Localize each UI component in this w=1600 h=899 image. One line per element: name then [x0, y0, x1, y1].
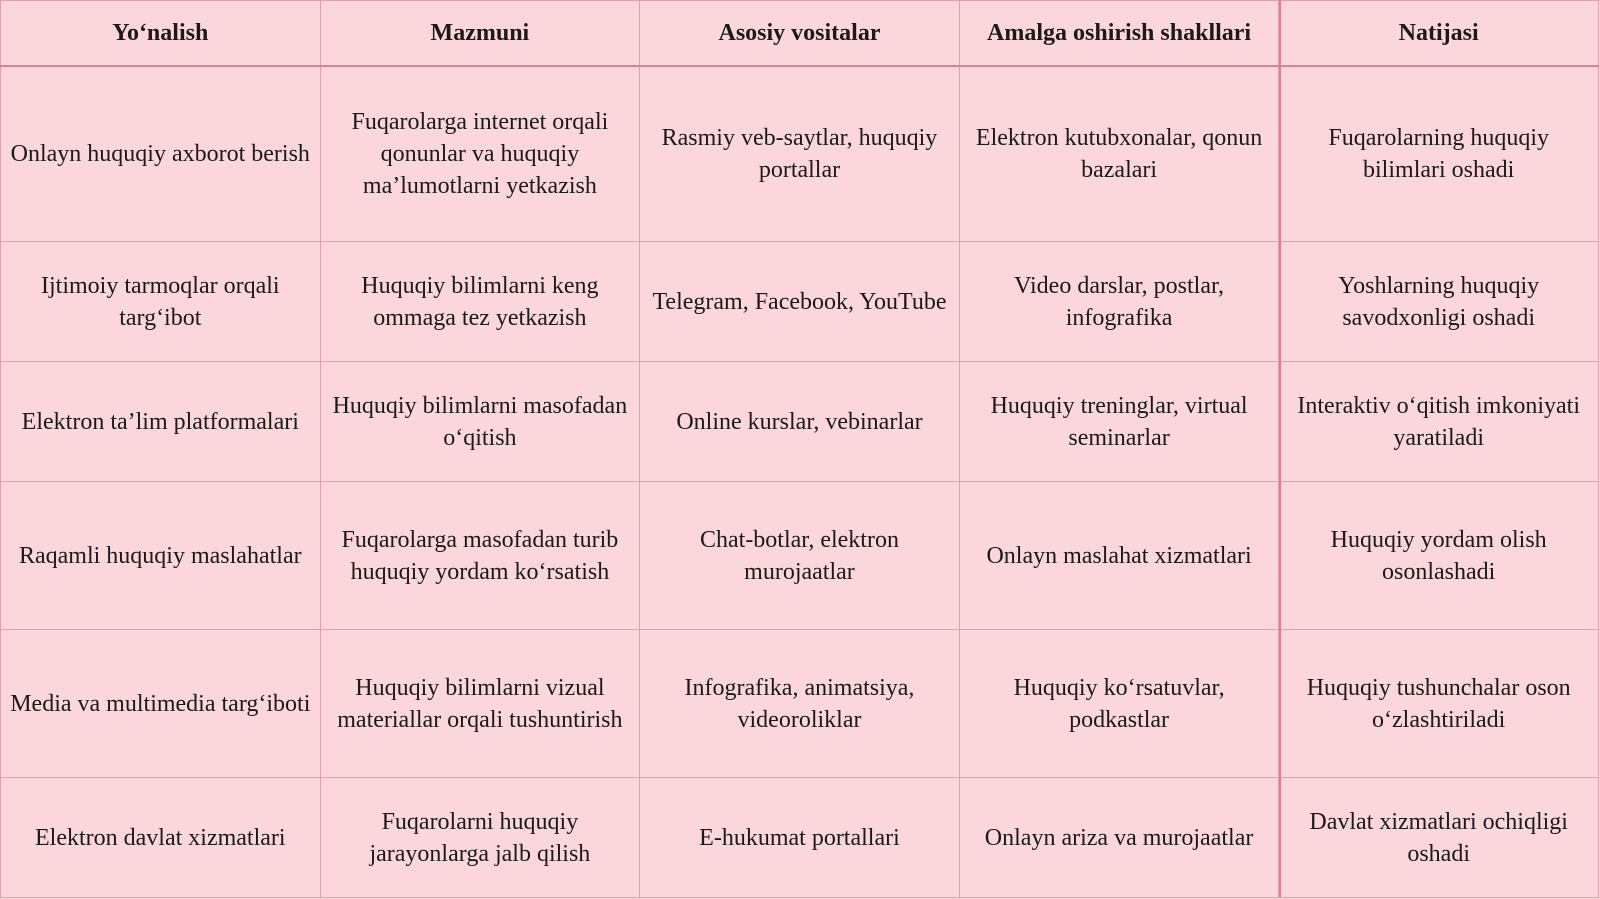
table-cell: Davlat xizmatlari ochiqligi oshadi	[1279, 778, 1599, 898]
column-header-amalga-oshirish-shakllari: Amalga oshirish shakllari	[959, 1, 1279, 67]
table-cell: Huquqiy bilimlarni masofadan o‘qitish	[320, 362, 640, 482]
table-cell: Onlayn huquqiy axborot berish	[1, 66, 321, 242]
table-cell: Huquqiy treninglar, virtual seminarlar	[959, 362, 1279, 482]
table-cell: Huquqiy bilimlarni vizual materiallar orqali tushuntirish	[320, 630, 640, 778]
table-cell: Huquqiy tushunchalar oson o‘zlashtiriladi	[1279, 630, 1599, 778]
table-cell: Fuqarolarni huquqiy jarayonlarga jalb qilish	[320, 778, 640, 898]
table-cell: Fuqarolarning huquqiy bilimlari oshadi	[1279, 66, 1599, 242]
column-divider	[1279, 0, 1281, 897]
table-cell: Infografika, animatsiya, videoroliklar	[640, 630, 960, 778]
table-cell: Raqamli huquqiy maslahatlar	[1, 482, 321, 630]
table-cell: Huquqiy bilimlarni keng ommaga tez yetkazish	[320, 242, 640, 362]
column-header-asosiy-vositalar: Asosiy vositalar	[640, 1, 960, 67]
table-cell: Chat-botlar, elektron murojaatlar	[640, 482, 960, 630]
table-cell: Elektron ta’lim platformalari	[1, 362, 321, 482]
header-row	[1, 1, 1599, 67]
table-cell: Media va multimedia targ‘iboti	[1, 630, 321, 778]
table-cell: Online kurslar, vebinarlar	[640, 362, 960, 482]
table-cell: Yoshlarning huquqiy savodxonligi oshadi	[1279, 242, 1599, 362]
table-cell: Telegram, Facebook, YouTube	[640, 242, 960, 362]
table-row	[1, 362, 1599, 482]
table-cell: Onlayn ariza va murojaatlar	[959, 778, 1279, 898]
column-header-natijasi: Natijasi	[1279, 1, 1599, 67]
table-row	[1, 242, 1599, 362]
table-cell: Huquqiy yordam olish osonlashadi	[1279, 482, 1599, 630]
table-cell: Video darslar, postlar, infografika	[959, 242, 1279, 362]
column-header-yonalish: Yo‘nalish	[1, 1, 321, 67]
table-cell: Onlayn maslahat xizmatlari	[959, 482, 1279, 630]
table-cell: E-hukumat portallari	[640, 778, 960, 898]
table-cell: Huquqiy ko‘rsatuvlar, podkastlar	[959, 630, 1279, 778]
table-row	[1, 630, 1599, 778]
table-row	[1, 778, 1599, 898]
table-row	[1, 482, 1599, 630]
table-cell: Ijtimoiy tarmoqlar orqali targ‘ibot	[1, 242, 321, 362]
table-cell: Elektron kutubxonalar, qonun bazalari	[959, 66, 1279, 242]
table-row	[1, 66, 1599, 242]
table-cell: Elektron davlat xizmatlari	[1, 778, 321, 898]
column-header-mazmuni: Mazmuni	[320, 1, 640, 67]
table-cell: Fuqarolarga internet orqali qonunlar va huquqiy ma’lumotlarni yetkazish	[320, 66, 640, 242]
table-cell: Fuqarolarga masofadan turib huquqiy yordam ko‘rsatish	[320, 482, 640, 630]
table-cell: Interaktiv o‘qitish imkoniyati yaratiladi	[1279, 362, 1599, 482]
table-cell: Rasmiy veb-saytlar, huquqiy portallar	[640, 66, 960, 242]
